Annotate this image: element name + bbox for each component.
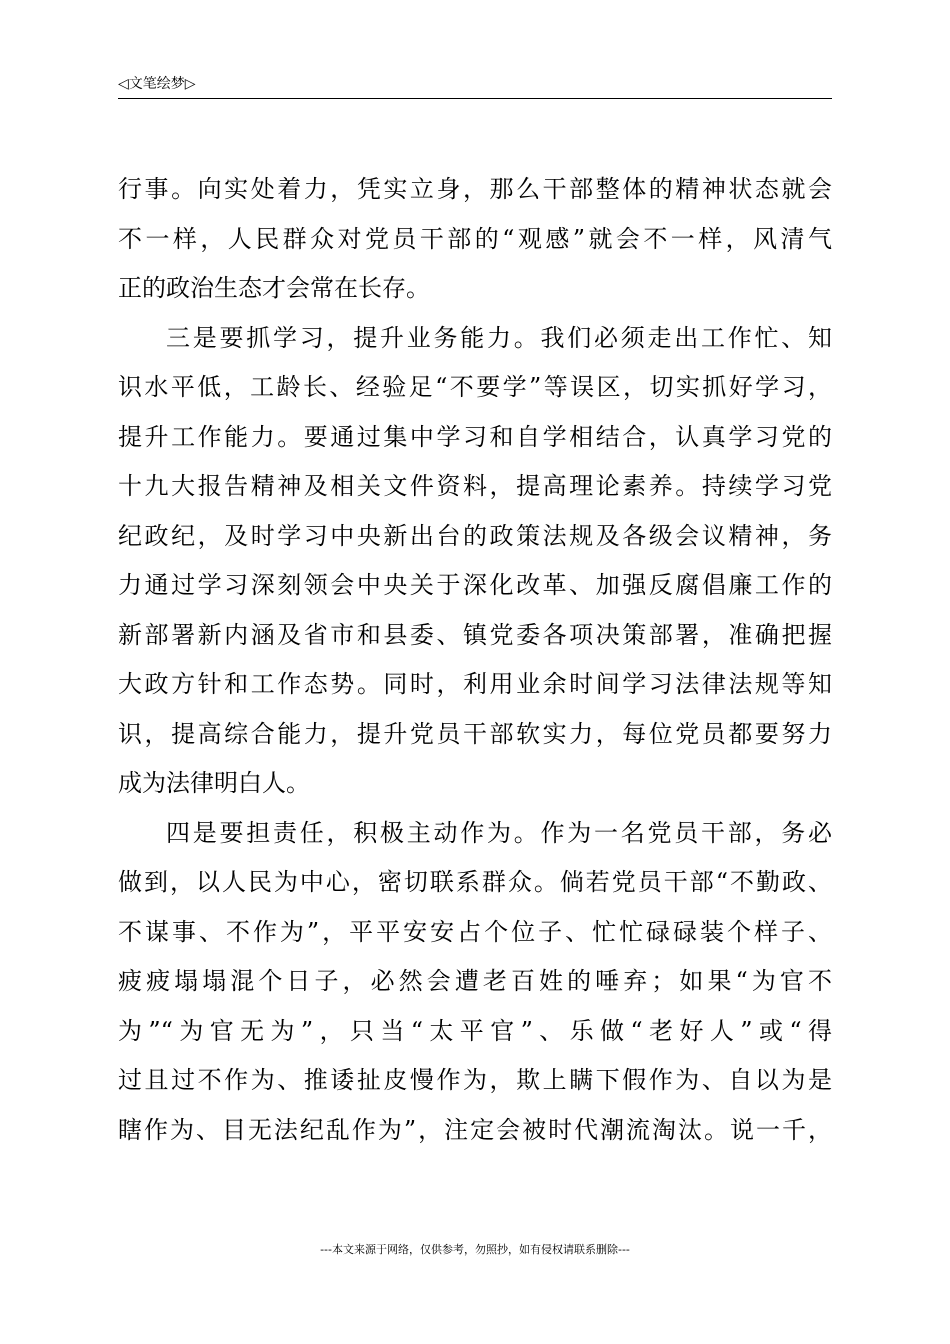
text-line: 疲疲塌塌混个日子，必然会遭老百姓的唾弃；如果“为官不: [118, 967, 832, 995]
text-line: 四是要担责任，积极主动作为。作为一名党员干部，务必: [166, 818, 832, 847]
text-line: 做到，以人民为中心，密切联系群众。倘若党员干部“不勤政、: [118, 868, 832, 896]
text-line: 成为法律明白人。: [118, 769, 310, 797]
text-line: 大政方针和工作态势。同时，利用业余时间学习法律法规等知: [118, 670, 832, 698]
text-line: 纪政纪，及时学习中央新出台的政策法规及各级会议精神，务: [118, 521, 832, 550]
text-line: 正的政治生态才会常在长存。: [118, 274, 430, 302]
body-text: [118, 165, 832, 1155]
page-header: [118, 74, 832, 99]
text-line: 行事。向实处着力，凭实立身，那么干部整体的精神状态就会: [118, 175, 832, 203]
text-line: 识水平低，工龄长、经验足“不要学”等误区，切实抓好学习，: [118, 373, 832, 401]
text-line: 十九大报告精神及相关文件资料，提高理论素养。持续学习党: [118, 472, 832, 500]
page-footer: ---本文来源于网络，仅供参考，勿照抄，如有侵权请联系删除---: [320, 1243, 630, 1256]
text-line: 力通过学习深刻领会中央关于深化改革、加强反腐倡廉工作的: [118, 571, 832, 599]
text-line: 不谋事、不作为”，平平安安占个位子、忙忙碌碌装个样子、: [118, 917, 832, 946]
text-line: 不一样，人民群众对党员干部的“观感”就会不一样，风清气: [118, 224, 832, 253]
text-line: 识，提高综合能力，提升党员干部软实力，每位党员都要努力: [118, 719, 832, 748]
text-line: 新部署新内涵及省市和县委、镇党委各项决策部署，准确把握: [118, 620, 832, 649]
text-line: 三是要抓学习，提升业务能力。我们必须走出工作忙、知: [166, 323, 832, 352]
text-line: 提升工作能力。要通过集中学习和自学相结合，认真学习党的: [118, 422, 832, 451]
header-label: ◁文笔绘梦▷: [118, 76, 196, 92]
text-line: 过且过不作为、推诿扯皮慢作为，欺上瞒下假作为、自以为是: [118, 1066, 832, 1094]
text-line: 为”“为官无为”，只当“太平官”、乐做“老好人”或“得: [118, 1016, 832, 1045]
text-line: 瞎作为、目无法纪乱作为”，注定会被时代潮流淘汰。说一千，: [118, 1115, 832, 1144]
